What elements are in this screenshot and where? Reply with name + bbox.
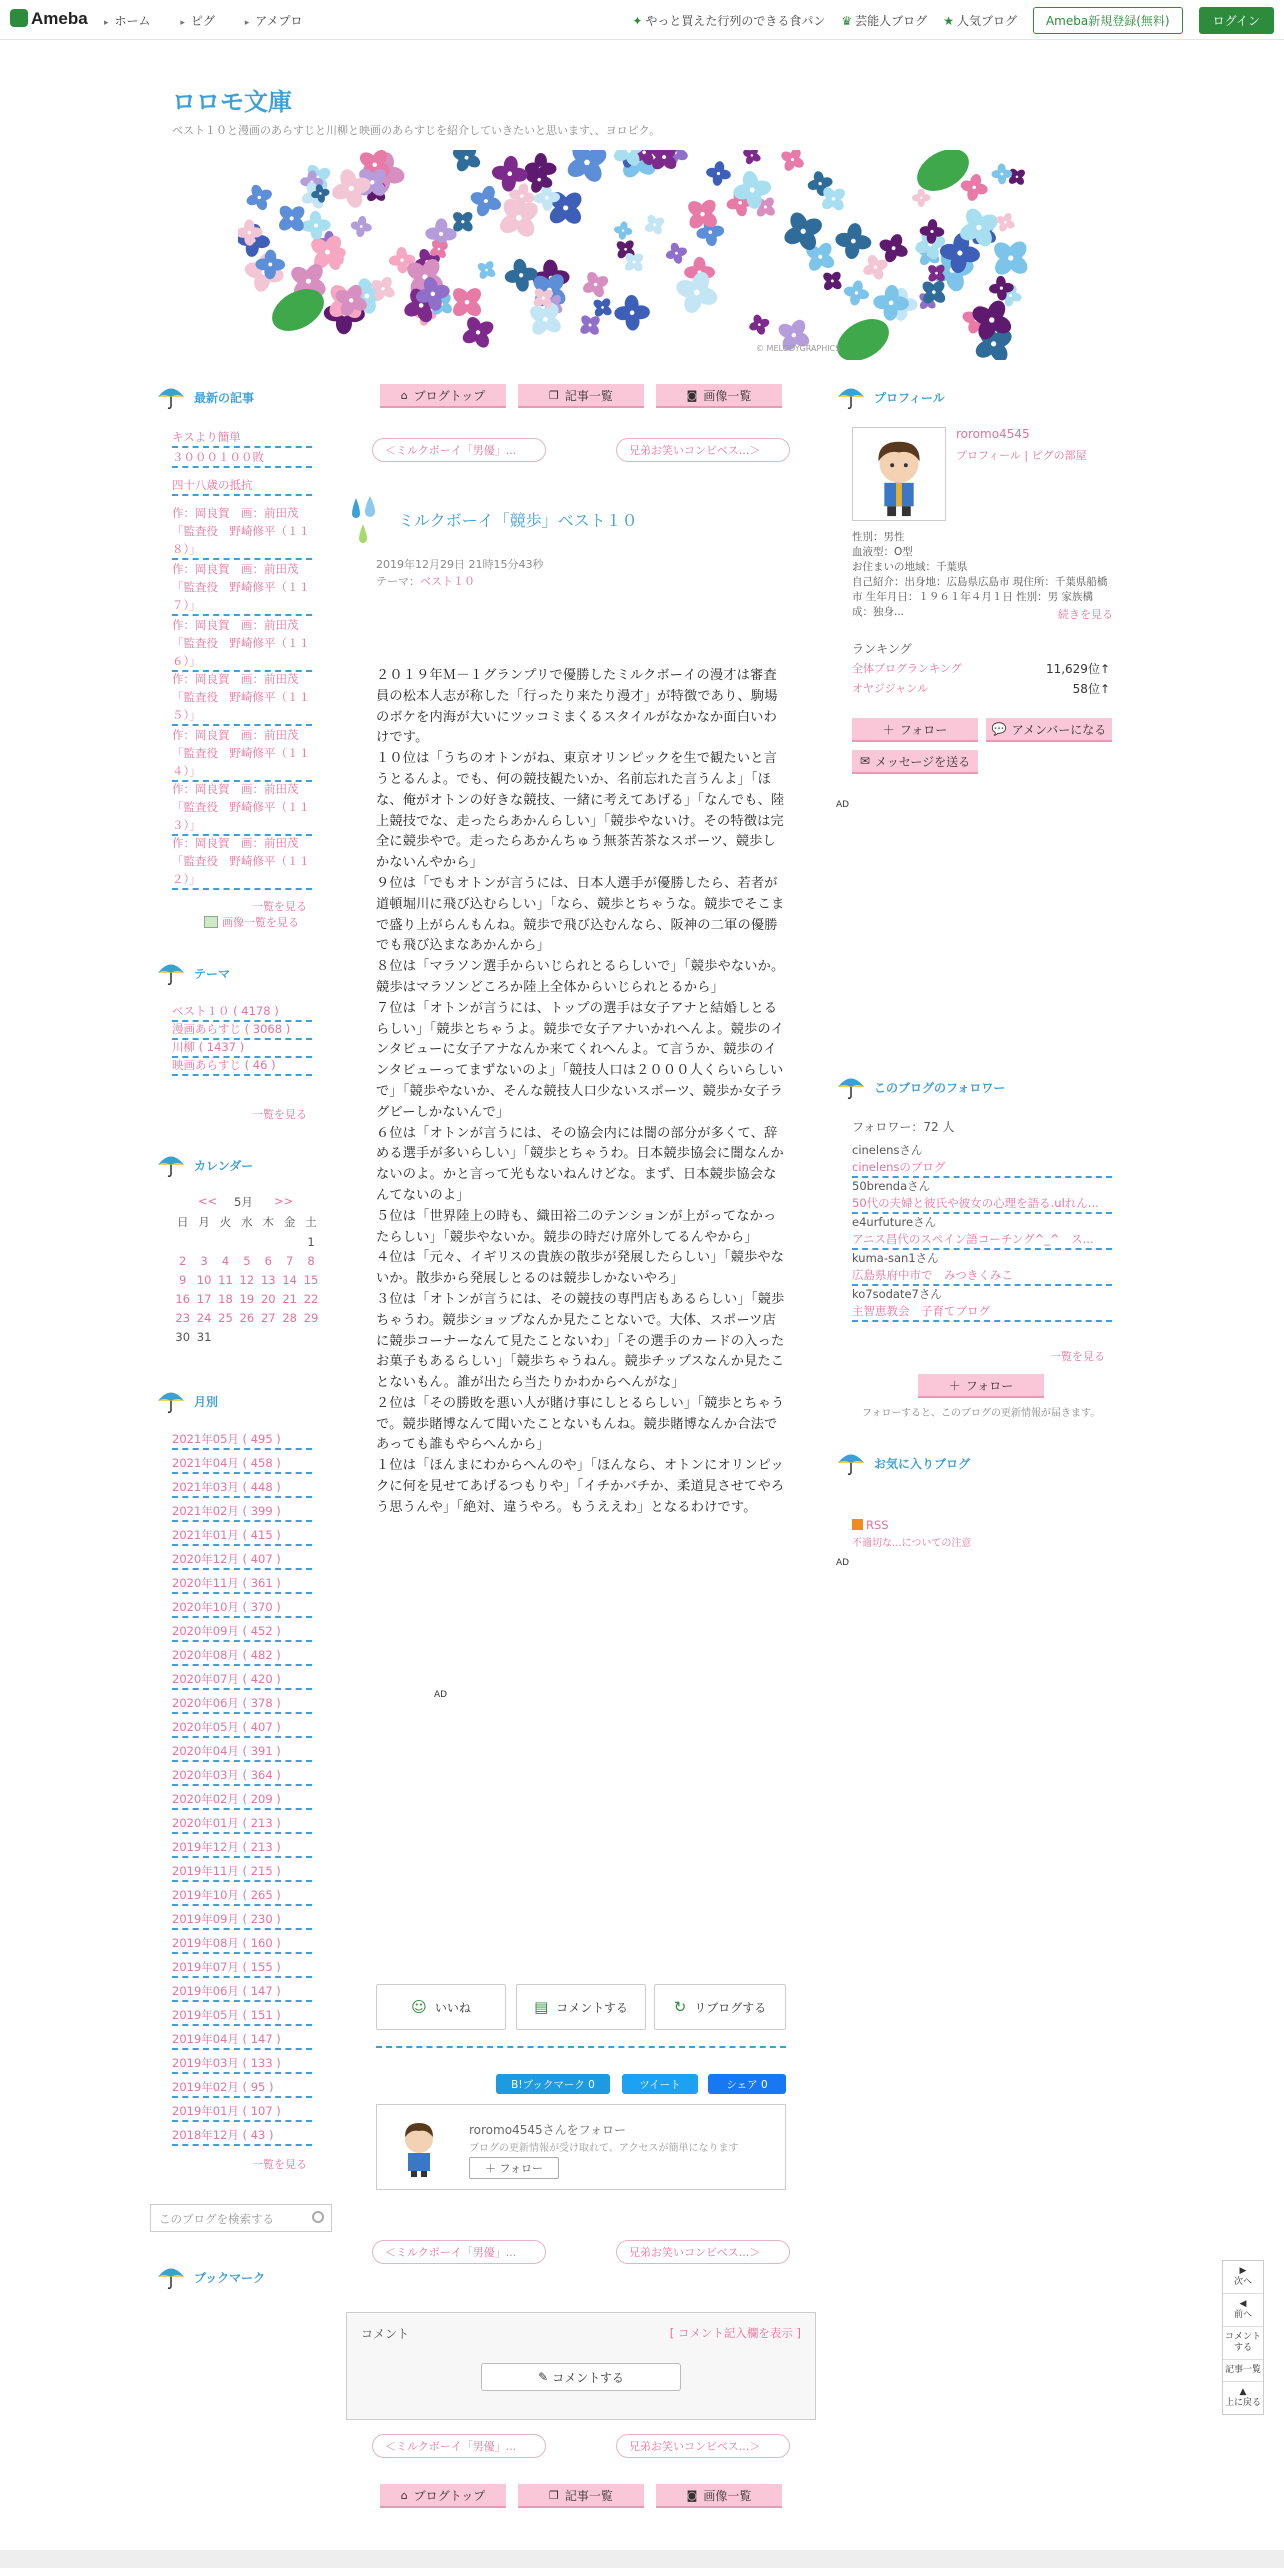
register-button[interactable]: Ameba新規登録(無料) [1033,7,1183,34]
recent-article-link[interactable]: 作：岡良賀 画：前田茂 「監査役 野崎修平（１１２）」 [172,834,312,890]
follow-card [376,2104,786,2190]
calendar-day [172,1235,193,1249]
profile-links[interactable]: プロフィール | ピグの部屋 [956,449,1087,462]
profile-gender: 性別：男性 [852,531,905,543]
like-button[interactable]: ☺ いいね [376,1984,506,2030]
followers-more-link[interactable]: 一覧を見る [1050,1350,1105,1363]
recent-article-link[interactable]: ３０００１００敗 [172,448,312,468]
article-list-button[interactable]: ❐ 記事一覧 [518,384,644,408]
camera-icon: ◙ [686,2488,698,2502]
calendar-day [193,1235,214,1249]
follow-note: フォローすると、このブログの更新情報が届きます。 [862,1408,1101,1419]
calendar-weekday: 木 [262,1215,274,1229]
article-list-button[interactable]: ❐ 記事一覧 [518,2484,644,2508]
calendar-day[interactable]: 19 [239,1292,255,1306]
follower-name[interactable]: cinelensさん [852,1143,923,1157]
monthly-archive-link[interactable]: 2020年07月 ( 420 ) [172,1670,312,1690]
umbrella-icon [836,384,866,410]
popular-blog-link[interactable]: ★ 人気ブログ [943,13,1017,28]
prev-article-link[interactable]: ＜ミルクボーイ「男優」... [372,2434,546,2458]
image-list-button[interactable]: ◙ 画像一覧 [656,384,782,408]
follow-button[interactable]: ＋ フォロー [918,1374,1044,1398]
calendar-weekday: 月 [198,1215,210,1229]
calendar-day[interactable]: 8 [307,1254,315,1268]
float-top[interactable]: ▲ 上に戻る [1224,2387,1261,2408]
mail-icon: ✉ [859,754,870,768]
calendar-day[interactable]: 12 [239,1273,255,1287]
article-paragraph: ９位は「でもオトンが言うには、日本人選手が優勝したら、若者が道頓堀川に飛び込むらしい」「なら、競歩とちゃうな。競歩でそこまで盛り上がらんもんね。競歩で飛び込むんなら、阪神の二軍の優勝でも飛び込まなあかんから」 [376,875,785,954]
float-comment[interactable]: コメントする [1223,2327,1263,2360]
recent-more-link[interactable]: 一覧を見る [252,900,307,913]
image-list-button[interactable]: ◙ 画像一覧 [656,2484,782,2508]
recent-article-link[interactable]: 作：岡良賀 画：前田茂 「監査役 野崎修平（１１６）」 [172,616,312,672]
calendar-grid [172,1214,322,1344]
umbrella-icon [836,1450,866,1476]
calendar-day[interactable]: 1 [307,1235,315,1249]
plus-icon: ＋ [948,1378,961,1393]
follower-blog-link[interactable]: 50代の夫婦と彼氏や彼女の心理を語る.ulれん... [852,1194,1112,1214]
top-nav [104,12,329,29]
star-icon: ★ [943,13,954,28]
monthly-archive-link[interactable]: 2018年12月 ( 43 ) [172,2126,312,2146]
calendar-day[interactable]: 28 [282,1311,297,1325]
image-list-link[interactable]: 画像一覧を見る [204,914,299,930]
reblog-button[interactable]: ↻ リブログする [654,1984,786,2030]
avatar [391,2117,447,2177]
send-message-button[interactable]: ✉ メッセージを送る [852,750,978,774]
monthly-archive-link[interactable]: 2019年11月 ( 215 ) [172,1862,312,1882]
monthly-archive-link[interactable]: 2021年05月 ( 495 ) [172,1430,312,1450]
monthly-archive-link[interactable]: 2020年06月 ( 378 ) [172,1694,312,1714]
monthly-archive-link[interactable]: 2019年08月 ( 160 ) [172,1934,312,1954]
calendar-day [236,1235,257,1249]
footer [0,2550,1284,2568]
calendar-day[interactable]: 9 [179,1273,187,1287]
umbrella-icon [156,960,186,986]
calendar-day [279,1235,300,1249]
calendar-day[interactable]: 25 [218,1311,233,1325]
ad-label: AD [836,1558,850,1568]
plus-icon: ＋ [882,722,895,737]
facebook-share-button[interactable]: シェア 0 [708,2074,786,2094]
prev-article-link[interactable]: ＜ミルクボーイ「男優」... [372,2240,546,2264]
follower-blog-link[interactable]: cinelensのブログ [852,1158,1112,1178]
calendar-weekday: 火 [219,1215,232,1229]
monthly-archive-link[interactable]: 2021年04月 ( 458 ) [172,1454,312,1474]
calendar-day [258,1235,279,1249]
theme-link[interactable]: 映画あらすじ ( 46 ) [172,1056,312,1076]
follow-card-title: roromo4545さんをフォロー [469,2123,626,2137]
theme-link[interactable]: ベスト１０ [420,575,475,588]
calendar-day[interactable]: 11 [218,1273,233,1287]
celebrity-blog-link[interactable]: ♛ 芸能人ブログ [841,13,928,28]
theme-link[interactable]: 漫画あらすじ ( 3068 ) [172,1020,312,1040]
comment-icon: ✎ [538,2370,549,2384]
monthly-archive-link[interactable]: 2021年02月 ( 399 ) [172,1502,312,1522]
umbrella-icon [836,1074,866,1100]
article-paragraph: ４位は「元々、イギリスの貴族の散歩が発展したらしい」「競歩やないか。散歩から発展しとるのは競歩しかないやろ」 [376,1250,785,1287]
tweet-button[interactable]: ツイート [622,2074,698,2094]
calendar-day[interactable]: 15 [303,1273,319,1287]
monthly-archive-link[interactable]: 2019年02月 ( 95 ) [172,2078,312,2098]
crown-icon: ♛ [841,13,853,28]
profile-more-link[interactable]: 続きを見る [1058,608,1113,621]
camera-icon: ◙ [686,388,698,402]
calendar-weekday: 日 [176,1215,189,1229]
monthly-heading: 月別 [156,1386,218,1416]
monthly-archive-link[interactable]: 2019年07月 ( 155 ) [172,1958,312,1978]
monthly-archive-link[interactable]: 2020年11月 ( 361 ) [172,1574,312,1594]
article-body [376,666,786,1519]
follower-name[interactable]: ko7sodate7さん [852,1287,942,1301]
calendar-day[interactable]: 31 [196,1330,212,1344]
calendar-weekday: 水 [241,1215,253,1229]
calendar-day[interactable]: 27 [260,1311,276,1325]
theme-more-link[interactable]: 一覧を見る [252,1108,307,1121]
profile-heading: プロフィール [836,382,945,412]
calendar-month: 5月 [234,1195,253,1209]
calendar-day [215,1235,236,1249]
theme-link[interactable]: ベスト１０ ( 4178 ) [172,1002,312,1022]
recent-article-link[interactable]: 作：岡良賀 画：前田茂 「監査役 野崎修平（１１４）」 [172,726,312,782]
blog-title[interactable]: ロロモ文庫 [172,88,292,116]
nav-amepro[interactable]: ▸ アメプロ [245,14,303,28]
next-article-link[interactable]: 兄弟お笑いコンビベス...＞ [616,438,790,462]
float-next[interactable]: ▶ 次へ [1223,2261,1263,2294]
calendar-day[interactable]: 23 [175,1311,191,1325]
login-button[interactable]: ログイン [1199,7,1274,34]
monthly-archive-link[interactable]: 2021年01月 ( 415 ) [172,1526,312,1546]
monthly-more-link[interactable]: 一覧を見る [252,2158,307,2171]
monthly-archive-link[interactable]: 2020年01月 ( 213 ) [172,1814,312,1834]
article-theme: テーマ：ベスト１０ [376,575,475,588]
article-paragraph: １０位は「うちのオトンがね、東京オリンピックを生で観たいと言うとるんよ。でも、何の競技観たいか、名前忘れた言うんよ」「ほな、俺がオトンの好きな競技、一緒に考えてあげる」「なんでも、陸上競技でな、走ったらあかんらしい」「競歩やないけ。その特徴は完全に競歩やで。走ったらあかんちゅう無茶苦茶なスポーツ、競歩しかないんやから」 [376,751,785,871]
profile-avatar[interactable] [852,427,946,521]
home-icon: ⌂ [400,2488,408,2502]
calendar-day[interactable]: 4 [221,1254,230,1268]
follower-blog-link[interactable]: 広島県府中市で みつきくみこ [852,1266,1112,1286]
monthly-archive-link[interactable]: 2020年03月 ( 364 ) [172,1766,312,1786]
umbrella-icon [156,1388,186,1414]
profile-intro: 自己紹介：出身地：広島県広島市 現住所：千葉県船橋市 生年月日：１９６１年４月１日 性別：男 家族構成：独身... [852,576,1108,618]
calendar-day[interactable]: 10 [196,1273,212,1287]
pr-link[interactable]: ✦ やっと買えた行列のできる食パン [632,13,826,28]
chat-icon: 💬 [991,722,1007,736]
recent-article-link[interactable]: キスより簡単 [172,428,312,448]
calendar-day[interactable]: 3 [200,1254,208,1268]
umbrella-icon [156,2264,186,2290]
documents-icon: ❐ [549,2488,559,2502]
article-paragraph: １位は「ほんまにわからへんのや」「ほんなら、オトンにオリンピックに何を見せてあげるつもりや」「イチかバチか、柔道見させてやろう思うんや」「絶対、違うやろ。もうええわ」となるわけです。 [376,1458,785,1515]
prev-article-link[interactable]: ＜ミルクボーイ「男優」... [372,438,546,462]
monthly-archive-link[interactable]: 2021年03月 ( 448 ) [172,1478,312,1498]
calendar-day[interactable]: 29 [303,1311,319,1325]
calendar-next[interactable]: >> [274,1194,294,1208]
profile-region: お住まいの地域：千葉県 [852,561,968,573]
article-paragraph: ２０１９年Ｍ－１グランプリで優勝したミルクボーイの漫才は審査員の松本人志が称した「行ったり来たり漫才」が特徴であり、駒場のボケを内海が大いにツッコミまくるスタイルがなかなか面白いわけです。 [376,668,778,746]
profile-blood-type: 血液型：O型 [852,546,913,558]
show-comment-form-link[interactable]: [ コメント記入欄を表示 ] [669,2326,801,2340]
article-paragraph: ７位は「オトンが言うには、トップの選手は女子アナと結婚しとるらしい」「競歩とちゃうよ。競歩で女子アナいかれへんよ。競歩のインタビューに女子アナなんか来てくれへんよ。て言うか、競歩のインタビューってまずないのよ」「競技人口は２０００人くらいらしいで」「競歩やないか、そんな競技人口少ないスポーツ、競歩か女子ラグビーしかないんで」 [376,1000,785,1120]
monthly-archive-link[interactable]: 2019年09月 ( 230 ) [172,1910,312,1930]
ranking-name[interactable]: オヤジジャンル [852,682,929,695]
monthly-archive-link[interactable]: 2020年04月 ( 391 ) [172,1742,312,1762]
image-icon [204,916,218,928]
followers-heading: このブログのフォロワー [836,1072,1005,1102]
follower-blog-link[interactable]: アニス昌代のスペイン語コーチング^_^ ス... [852,1230,1112,1250]
header-banner-image [238,150,1028,360]
monthly-archive-link[interactable]: 2019年04月 ( 147 ) [172,2030,312,2050]
ad-label: AD [836,800,850,810]
bookmark-heading: ブックマーク [156,2262,265,2292]
monthly-archive-link[interactable]: 2020年05月 ( 407 ) [172,1718,312,1738]
recent-article-link[interactable]: 作：岡良賀 画：前田茂 「監査役 野崎修平（１１８）」 [172,504,312,560]
follow-card-button[interactable]: ＋ フォロー [469,2157,559,2179]
nav-pigg[interactable]: ▸ ピグ [180,14,215,28]
follow-button[interactable]: ＋ フォロー [852,718,978,742]
float-article-list[interactable]: 記事一覧 [1223,2360,1263,2382]
blog-top-button[interactable]: ⌂ ブログトップ [380,384,506,408]
ranking-row [852,660,1110,676]
calendar-day[interactable]: 18 [218,1292,233,1306]
hatena-bookmark-button[interactable]: B!ブックマーク 0 [496,2074,610,2094]
monthly-archive-link[interactable]: 2019年10月 ( 265 ) [172,1886,312,1906]
monthly-archive-link[interactable]: 2020年10月 ( 370 ) [172,1598,312,1618]
raindrop-icon [346,494,386,544]
profile-name[interactable]: roromo4545 [956,427,1030,441]
top-right-links [632,8,1274,32]
article-meta [376,556,543,590]
home-icon: ⌂ [400,388,408,402]
reblog-icon: ↻ [673,1998,687,2016]
sparkle-icon: ✦ [632,13,643,28]
calendar-weekday: 土 [305,1215,317,1229]
article-paragraph: ６位は「オトンが言うには、その協会内には闇の部分が多くて、辞める選手が多いらしい」「競歩とちゃうわ。日本競歩協会に闇なんかないのよ。かと言って光もないねんけどな。まず、日本競歩協会なんてないのよ」 [376,1125,784,1203]
calendar-day[interactable]: 2 [179,1254,187,1268]
monthly-archive-link[interactable]: 2019年01月 ( 107 ) [172,2102,312,2122]
article-paragraph: ８位は「マラソン選手からいじられとるらしいで」「競歩やないか。競歩はマラソンどころか陸上全体からいじられとるから」 [376,959,785,995]
calendar-day[interactable]: 6 [264,1254,272,1268]
ranking-value: 58位↑ [1072,682,1110,696]
monthly-archive-link[interactable]: 2019年12月 ( 213 ) [172,1838,312,1858]
blog-search-input[interactable]: このブログを検索する [150,2204,332,2232]
monthly-archive-link[interactable]: 2019年06月 ( 147 ) [172,1982,312,2002]
article-paragraph: ２位は「その勝敗を悪い人が賭け事にしとるらしい」「競歩とちゃうで。競歩賭博なんて聞いたことないもんね。競歩賭博なんか合法であっても誰もやらへんから」 [376,1395,785,1453]
comment-title: コメント [361,2327,410,2341]
umbrella-icon [156,384,186,410]
ranking-row [852,680,1110,696]
ad-label: AD [434,1690,448,1700]
amember-button[interactable]: 💬 アメンバーになる [986,718,1112,742]
recent-article-link[interactable]: 四十八歳の抵抗 [172,476,312,496]
calendar-day[interactable]: 30 [175,1330,191,1344]
umbrella-icon [156,1152,186,1178]
rss-icon [852,1519,863,1530]
calendar-heading: カレンダー [156,1150,253,1180]
smile-icon: ☺ [411,1998,427,2016]
calendar-day[interactable]: 13 [260,1273,276,1287]
ameba-logo[interactable]: Ameba [10,9,88,29]
blog-description: ベスト１０と漫画のあらすじと川柳と映画のあらすじを紹介していきたいと思います、、ヨロピク。 [172,124,661,137]
report-link[interactable]: 不適切な...についての注意 [852,1538,972,1549]
calendar-weekday: 金 [283,1215,296,1229]
float-prev[interactable]: ◀ 前へ [1223,2294,1263,2327]
calendar-day[interactable]: 14 [282,1273,297,1287]
comment-section [346,2312,816,2420]
recent-article-link[interactable]: 作：岡良賀 画：前田茂 「監査役 野崎修平（１１３）」 [172,780,312,836]
favorite-blogs-heading: お気に入りブログ [836,1448,970,1478]
banner-copyright: © MELODYGRAPHICS [756,344,841,353]
divider [376,2046,786,2048]
recent-article-link[interactable]: 作：岡良賀 画：前田茂 「監査役 野崎修平（１１７）」 [172,560,312,616]
comment-button[interactable]: ▤ コメントする [516,1984,646,2030]
calendar-day[interactable]: 16 [175,1292,191,1306]
follower-blog-link[interactable]: 主智恵教会 子育てブログ [852,1302,1112,1322]
calendar-day[interactable]: 21 [282,1292,297,1306]
documents-icon: ❐ [549,388,559,402]
follower-count: フォロワー：72 人 [852,1120,955,1134]
monthly-archive-link[interactable]: 2020年09月 ( 452 ) [172,1622,312,1642]
monthly-archive-link[interactable]: 2019年05月 ( 151 ) [172,2006,312,2026]
article-paragraph: ５位は「世界陸上の時も、織田裕二のテンションが上がってなかったらしい」「競歩やないか。競歩の時だけ席外してるんやから」 [376,1208,777,1245]
top-bar [0,0,1284,40]
calendar-day[interactable]: 22 [303,1292,319,1306]
calendar-day[interactable]: 26 [239,1311,255,1325]
follow-card-subtitle: ブログの更新情報が受け取れて、アクセスが簡単になります [469,2143,739,2154]
monthly-archive-link[interactable]: 2020年08月 ( 482 ) [172,1646,312,1666]
recent-article-link[interactable]: 作：岡良賀 画：前田茂 「監査役 野崎修平（１１５）」 [172,670,312,726]
calendar-prev[interactable]: << [198,1194,218,1208]
article-title[interactable]: ミルクボーイ「競歩」ベスト１０ [398,511,638,530]
calendar-day[interactable]: 20 [260,1292,276,1306]
monthly-archive-link[interactable]: 2020年02月 ( 209 ) [172,1790,312,1810]
article-paragraph: ３位は「オトンが言うには、その競技の専門店もあるらしい」「競歩ちゃうわ。競歩ショップなんか見たことないで。大体、スポーツ店に競歩コーナーなんて見たことないわ」「その選手のカードの入ったお菓子もあるらしい」「競歩ちゃうねん。競歩チップスなんか見たことないもん。誰が出たら当たりかわからへんがな」 [376,1291,785,1391]
nav-home[interactable]: ▸ ホーム [104,14,151,28]
theme-link[interactable]: 川柳 ( 1437 ) [172,1038,312,1058]
follower-name[interactable]: 50brendaさん [852,1179,931,1193]
recent-articles-heading: 最新の記事 [156,382,254,412]
next-article-link[interactable]: 兄弟お笑いコンビベス...＞ [616,2434,790,2458]
article-date: 2019年12月29日 21時15分43秒 [376,558,544,571]
monthly-archive-link[interactable]: 2019年03月 ( 133 ) [172,2054,312,2074]
follower-name[interactable]: e4urfutureさん [852,1215,937,1229]
calendar-day[interactable]: 24 [196,1311,212,1325]
next-article-link[interactable]: 兄弟お笑いコンビベス...＞ [616,2240,790,2264]
calendar-day[interactable]: 5 [243,1254,251,1268]
calendar-day[interactable]: 17 [196,1292,212,1306]
monthly-archive-link[interactable]: 2020年12月 ( 407 ) [172,1550,312,1570]
blog-top-button[interactable]: ⌂ ブログトップ [380,2484,506,2508]
search-icon[interactable] [312,2211,324,2223]
rss-link[interactable]: RSS [852,1518,889,1532]
calendar-day[interactable]: 7 [285,1254,294,1268]
floating-nav [1222,2260,1264,2415]
ranking-label: ランキング [852,642,912,656]
comment-icon: ▤ [534,1998,549,2016]
ranking-name[interactable]: 全体ブログランキング [852,662,962,675]
frog-icon [10,9,28,27]
theme-heading: テーマ [156,958,230,988]
ranking-value: 11,629位↑ [1045,662,1110,676]
comment-submit-button[interactable]: ✎ コメントする [481,2363,681,2391]
follower-name[interactable]: kuma-san1さん [852,1251,939,1265]
